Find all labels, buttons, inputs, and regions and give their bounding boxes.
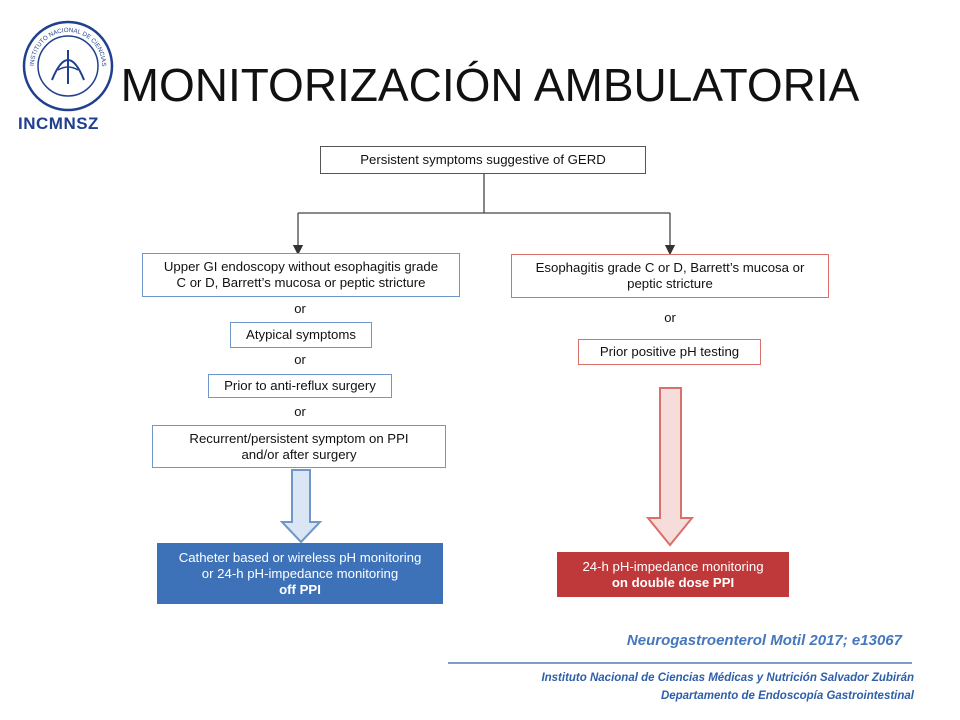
left-or-3: or <box>294 404 306 419</box>
prior-ph-testing-box <box>578 339 761 365</box>
ph-impedance-double-dose-box <box>557 552 789 597</box>
esophagitis-line2: peptic stricture <box>627 276 713 291</box>
esophagitis-line1: Esophagitis grade C or D, Barrett’s mucosa or <box>535 260 805 275</box>
off-ppi-line1: Catheter based or wireless pH monitoring <box>178 549 422 565</box>
off-ppi-line3: off PPI <box>279 581 321 597</box>
red-block-arrow <box>648 388 692 545</box>
ph-monitoring-off-ppi-box <box>157 543 443 604</box>
recurrent-symptom-box <box>152 425 446 468</box>
institute-name: Instituto Nacional de Ciencias Médicas y Nutrición Salvador Zubirán <box>541 672 914 684</box>
blue-block-arrow <box>282 470 320 542</box>
esophagitis-box <box>511 254 829 298</box>
recurrent-symptom-line2: and/or after surgery <box>241 446 357 462</box>
off-ppi-line2: or 24-h pH-impedance monitoring <box>201 565 399 581</box>
anti-reflux-box <box>208 374 392 398</box>
department-name: Departamento de Endoscopía Gastrointestinal <box>660 690 914 702</box>
right-or: or <box>664 310 676 325</box>
citation-reference: Neurogastroenterol Motil 2017; e13067 <box>626 632 902 649</box>
prior-ph-testing-text: Prior positive pH testing <box>599 344 740 359</box>
svg-text:INSTITUTO NACIONAL DE CIENCIAS: INSTITUTO NACIONAL DE CIENCIAS <box>28 26 108 67</box>
atypical-symptoms-box <box>230 322 372 348</box>
atypical-symptoms-text: Atypical symptoms <box>246 327 356 342</box>
gerd-symptoms-box <box>320 146 646 174</box>
double-dose-line1: 24-h pH-impedance monitoring <box>582 558 764 574</box>
slide-title: MONITORIZACIÓN AMBULATORIA <box>120 59 860 111</box>
left-or-1: or <box>294 301 306 316</box>
left-or-2: or <box>294 352 306 367</box>
double-dose-line2: on double dose PPI <box>611 574 735 590</box>
gerd-symptoms-text: Persistent symptoms suggestive of GERD <box>360 152 606 167</box>
logo-text: INCMNSZ <box>18 114 99 133</box>
recurrent-symptom-line1: Recurrent/persistent symptom on PPI <box>189 430 409 446</box>
left-endoscopy-line1: Upper GI endoscopy without esophagitis grade <box>163 259 439 274</box>
left-endoscopy-line2: C or D, Barrett’s mucosa or peptic stricture <box>176 275 426 290</box>
footer-divider <box>448 662 912 664</box>
left-endoscopy-box <box>142 253 460 297</box>
anti-reflux-text: Prior to anti-reflux surgery <box>224 378 376 393</box>
